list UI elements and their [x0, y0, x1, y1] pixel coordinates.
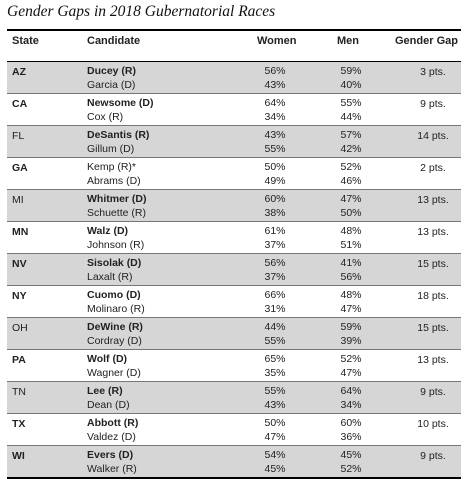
men-percent: 36%: [340, 431, 362, 443]
candidate-name: Gillum (D): [87, 143, 135, 155]
women-percent: 43%: [264, 399, 286, 411]
gender-gap-cell: 9 pts.: [420, 450, 446, 462]
candidate-cell: [87, 256, 141, 284]
candidate-name: Valdez (D): [87, 431, 136, 443]
men-cell: [337, 160, 365, 188]
state-cell: PA: [12, 354, 26, 366]
gender-gap-cell: 18 pts.: [417, 290, 449, 302]
header-candidate: Candidate: [87, 35, 141, 47]
table-row: [7, 62, 461, 94]
state-cell: MI: [12, 194, 24, 206]
men-percent: 52%: [340, 161, 362, 173]
men-cell: [337, 192, 365, 220]
men-percent: 47%: [340, 303, 362, 315]
candidate-name: Newsome (D): [87, 97, 154, 109]
candidate-cell: [87, 128, 149, 156]
men-cell: [337, 320, 365, 348]
men-cell: [337, 416, 365, 444]
candidate-name: Walker (R): [87, 463, 137, 475]
women-cell: [261, 224, 289, 252]
header-women: Women: [257, 35, 297, 47]
women-percent: 50%: [264, 417, 286, 429]
table-row: [7, 222, 461, 254]
men-cell: [337, 128, 365, 156]
men-percent: 47%: [340, 193, 362, 205]
gender-gap-cell: 13 pts.: [417, 194, 449, 206]
men-cell: [337, 448, 365, 476]
women-cell: [261, 320, 289, 348]
women-cell: [261, 416, 289, 444]
women-percent: 44%: [264, 321, 286, 333]
men-percent: 59%: [340, 321, 362, 333]
table-row: [7, 94, 461, 126]
state-cell: CA: [12, 98, 28, 110]
candidate-name: Abbott (R): [87, 417, 139, 429]
gender-gap-cell: 9 pts.: [420, 98, 446, 110]
candidate-name: Wolf (D): [87, 353, 128, 365]
state-cell: NY: [12, 290, 27, 302]
table-row: [7, 126, 461, 158]
men-percent: 51%: [340, 239, 362, 251]
men-cell: [337, 352, 365, 380]
women-percent: 49%: [264, 175, 286, 187]
men-percent: 44%: [340, 111, 362, 123]
men-percent: 56%: [340, 271, 362, 283]
header-gender-gap: Gender Gap: [395, 35, 458, 47]
table-row: [7, 414, 461, 446]
candidate-name: Cordray (D): [87, 335, 142, 347]
state-cell: WI: [12, 450, 25, 462]
women-cell: [261, 64, 289, 92]
candidate-name: Sisolak (D): [87, 257, 142, 269]
men-percent: 45%: [340, 449, 362, 461]
men-percent: 47%: [340, 367, 362, 379]
candidate-name: Kemp (R)*: [87, 161, 137, 173]
state-cell: AZ: [12, 66, 26, 78]
candidate-name: Cuomo (D): [87, 289, 141, 301]
results-table: [7, 29, 461, 479]
state-cell: NV: [12, 258, 27, 270]
women-percent: 65%: [264, 353, 286, 365]
women-percent: 54%: [264, 449, 286, 461]
candidate-name: Walz (D): [87, 225, 129, 237]
gender-gap-cell: 13 pts.: [417, 226, 449, 238]
women-cell: [261, 384, 289, 412]
header-men: Men: [337, 35, 359, 47]
table-row: [7, 286, 461, 318]
women-cell: [261, 288, 289, 316]
women-percent: 55%: [264, 335, 286, 347]
gender-gap-cell: 3 pts.: [420, 66, 446, 78]
men-percent: 46%: [340, 175, 362, 187]
table-row: [7, 382, 461, 414]
women-cell: [261, 352, 289, 380]
men-percent: 55%: [340, 97, 362, 109]
women-percent: 43%: [264, 79, 286, 91]
candidate-name: Molinaro (R): [87, 303, 145, 315]
women-cell: [261, 192, 289, 220]
table-row: [7, 254, 461, 286]
women-cell: [261, 160, 289, 188]
state-cell: TX: [12, 418, 26, 430]
candidate-name: Johnson (R): [87, 239, 145, 251]
men-percent: 42%: [340, 143, 362, 155]
state-cell: OH: [12, 322, 28, 334]
candidate-name: Lee (R): [87, 385, 123, 397]
men-cell: [337, 224, 365, 252]
men-percent: 60%: [340, 417, 362, 429]
men-percent: 64%: [340, 385, 362, 397]
candidate-cell: [87, 320, 143, 348]
table-body: [7, 62, 461, 479]
women-percent: 55%: [264, 143, 286, 155]
state-cell: TN: [12, 386, 26, 398]
candidate-name: Schuette (R): [87, 207, 146, 219]
candidate-name: Dean (D): [87, 399, 130, 411]
gender-gap-cell: 9 pts.: [420, 386, 446, 398]
candidate-cell: [87, 160, 141, 188]
women-cell: [261, 128, 289, 156]
women-percent: 35%: [264, 367, 286, 379]
page-title: Gender Gaps in 2018 Gubernatorial Races: [7, 3, 276, 20]
gender-gap-cell: 14 pts.: [417, 130, 449, 142]
men-cell: [337, 64, 365, 92]
candidate-name: Whitmer (D): [87, 193, 147, 205]
women-cell: [261, 256, 289, 284]
candidate-cell: [87, 416, 138, 444]
table-row: [7, 190, 461, 222]
table-row: [7, 446, 461, 479]
men-percent: 39%: [340, 335, 362, 347]
candidate-cell: [87, 64, 136, 92]
candidate-cell: [87, 352, 141, 380]
candidate-name: Cox (R): [87, 111, 124, 123]
table-header: [7, 29, 461, 62]
women-percent: 61%: [264, 225, 286, 237]
women-percent: 34%: [264, 111, 286, 123]
women-percent: 38%: [264, 207, 286, 219]
men-percent: 50%: [340, 207, 362, 219]
men-cell: [337, 288, 365, 316]
gender-gap-cell: 15 pts.: [417, 322, 449, 334]
gender-gap-cell: 10 pts.: [417, 418, 449, 430]
men-percent: 41%: [340, 257, 362, 269]
men-percent: 40%: [340, 79, 362, 91]
women-cell: [261, 448, 289, 476]
men-cell: [337, 256, 365, 284]
women-percent: 64%: [264, 97, 286, 109]
candidate-name: Evers (D): [87, 449, 134, 461]
women-percent: 60%: [264, 193, 286, 205]
men-percent: 59%: [340, 65, 362, 77]
men-percent: 52%: [340, 463, 362, 475]
women-percent: 50%: [264, 161, 286, 173]
candidate-cell: [87, 192, 147, 220]
women-percent: 37%: [264, 239, 286, 251]
candidate-name: DeSantis (R): [87, 129, 150, 141]
men-cell: [337, 96, 365, 124]
candidate-cell: [87, 288, 145, 316]
gender-gap-cell: 15 pts.: [417, 258, 449, 270]
women-percent: 56%: [264, 65, 286, 77]
women-percent: 45%: [264, 463, 286, 475]
men-cell: [337, 384, 365, 412]
candidate-cell: [87, 224, 144, 252]
men-percent: 52%: [340, 353, 362, 365]
women-percent: 37%: [264, 271, 286, 283]
table-row: [7, 318, 461, 350]
table-row: [7, 350, 461, 382]
candidate-name: Ducey (R): [87, 65, 137, 77]
women-percent: 31%: [264, 303, 286, 315]
men-percent: 57%: [340, 129, 362, 141]
state-cell: FL: [12, 130, 25, 142]
state-cell: GA: [12, 162, 28, 174]
candidate-cell: [87, 384, 130, 412]
women-percent: 66%: [264, 289, 286, 301]
men-percent: 48%: [340, 289, 362, 301]
women-cell: [261, 96, 289, 124]
women-percent: 56%: [264, 257, 286, 269]
women-percent: 47%: [264, 431, 286, 443]
candidate-name: Garcia (D): [87, 79, 136, 91]
women-percent: 55%: [264, 385, 286, 397]
candidate-name: Laxalt (R): [87, 271, 133, 283]
table-row: [7, 158, 461, 190]
candidate-cell: [87, 448, 137, 476]
men-percent: 48%: [340, 225, 362, 237]
candidate-name: DeWine (R): [87, 321, 143, 333]
candidate-name: Wagner (D): [87, 367, 141, 379]
women-percent: 43%: [264, 129, 286, 141]
header-state: State: [12, 35, 39, 47]
candidate-name: Abrams (D): [87, 175, 141, 187]
men-percent: 34%: [340, 399, 362, 411]
gender-gap-cell: 13 pts.: [417, 354, 449, 366]
state-cell: MN: [12, 226, 29, 238]
candidate-cell: [87, 96, 154, 124]
gender-gap-cell: 2 pts.: [420, 162, 446, 174]
